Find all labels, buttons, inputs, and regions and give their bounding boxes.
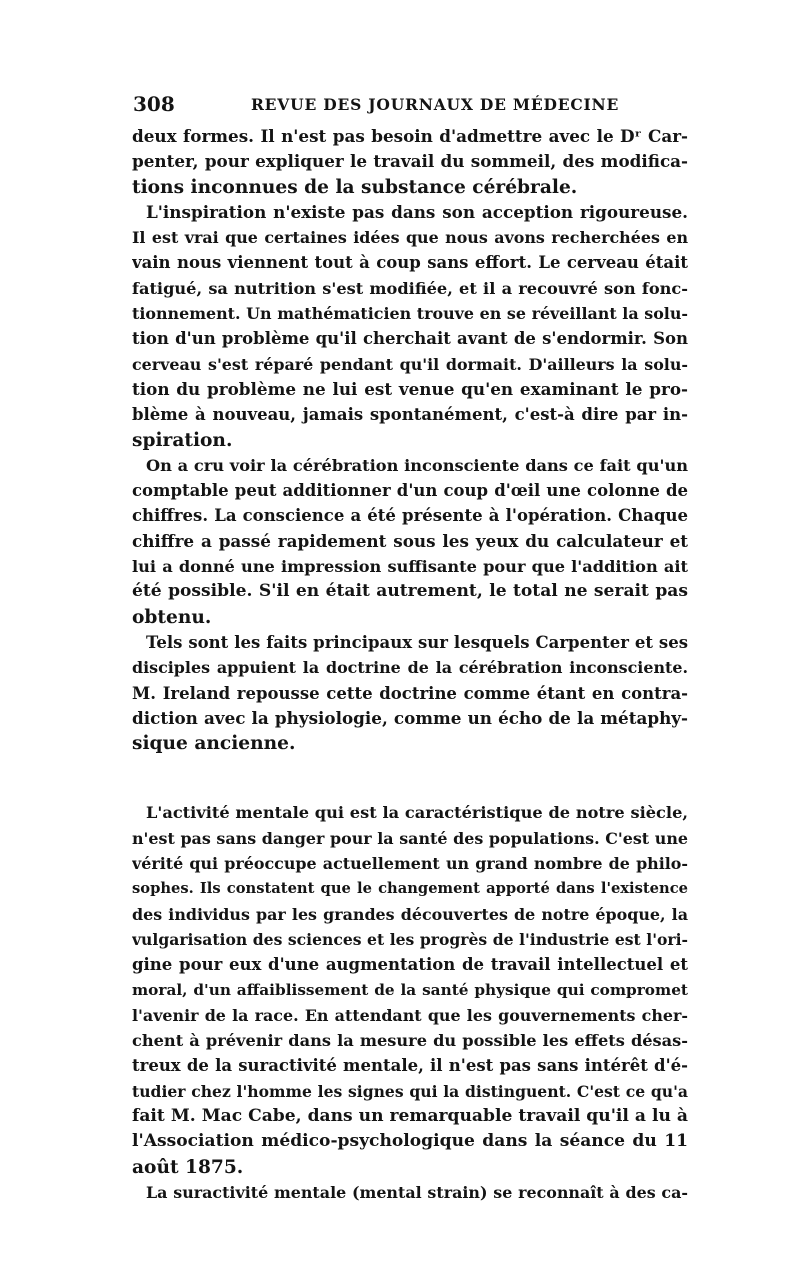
page-number: 308 [133,92,175,116]
text-line: tion d'un problème qu'il cherchait avant de s'endormir. Son [132,329,688,349]
paragraph [132,453,688,630]
text-line: fait M. Mac Cabe, dans un remarquable travail qu'il a lu à [132,1105,688,1126]
text-line: L'activité mentale qui est la caractéristique de notre siècle, [146,803,688,823]
text-line: été possible. S'il en était autrement, le total ne serait pas [132,581,688,602]
text-line: Tels sont les faits principaux sur lesquels Carpenter et ses [146,632,688,652]
section-gap [132,756,688,800]
text-line: cerveau s'est réparé pendant qu'il dormait. D'ailleurs la solu- [132,354,688,374]
text-line: août 1875. [132,1156,244,1178]
text-line: chiffre a passé rapidement sous les yeux du calculateur et [132,530,688,551]
text-line: l'avenir de la race. En attendant que les gouvernements cher- [132,1005,688,1025]
text-line: l'Association médico-psychologique dans la séance du 11 [132,1131,688,1152]
text-line: treux de la suractivité mentale, il n'est pas sans intérêt d'é- [132,1056,688,1076]
text-line: disciples appuient la doctrine de la cérébration inconsciente. [132,658,688,678]
body-text [132,124,688,1205]
text-line: vain nous viennent tout à coup sans effort. Le cerveau était [132,253,688,273]
text-line: chent à prévenir dans la mesure du possible les effets désas- [132,1031,688,1051]
text-line: n'est pas sans danger pour la santé des populations. C'est une [132,828,688,848]
text-line: sique ancienne. [132,733,296,755]
text-line: spiration. [132,429,233,451]
running-header [133,92,687,118]
text-line: gine pour eux d'une augmentation de travail intellectuel et [132,955,688,975]
text-line: sophes. Ils constatent que le changement apporté dans l'existence [132,880,688,898]
text-line: tions inconnues de la substance cérébrale. [132,176,578,198]
paragraph [132,1180,688,1205]
text-line: vulgarisation des sciences et les progrès de l'industrie est l'ori- [132,929,688,949]
text-line: penter, pour expliquer le travail du sommeil, des modifica- [132,151,688,172]
text-line: fatigué, sa nutrition s'est modifiée, et il a recouvré son fonc- [132,278,688,298]
text-line: M. Ireland repousse cette doctrine comme étant en contra- [132,683,688,703]
text-line: On a cru voir la cérébration inconsciente dans ce fait qu'un [146,455,688,475]
text-line: lui a donné une impression suffisante pour que l'addition ait [132,557,688,577]
text-line: des individus par les grandes découvertes de notre époque, la [132,904,688,924]
text-line: tion du problème ne lui est venue qu'en examinant le pro- [132,378,688,399]
text-line: blème à nouveau, jamais spontanément, c'est-à dire par in- [132,405,688,425]
text-line: La suractivité mentale (mental strain) se reconnaît à des ca- [146,1182,688,1202]
text-line: tionnement. Un mathématicien trouve en se réveillant la solu- [132,304,688,324]
text-line: tudier chez l'homme les signes qui la distinguent. C'est ce qu'a [132,1081,688,1101]
text-line: vérité qui préoccupe actuellement un grand nombre de philo- [132,854,688,874]
paragraph [132,124,688,200]
text-line: diction avec la physiologie, comme un écho de la métaphy- [132,707,688,728]
text-line: comptable peut additionner d'un coup d'œil une colonne de [132,481,688,501]
paragraph [132,800,688,1179]
text-line: moral, d'un affaiblissement de la santé physique qui compromet [132,980,688,999]
paragraph [132,200,688,453]
text-line: obtenu. [132,606,212,628]
text-line: deux formes. Il n'est pas besoin d'admettre avec le Dʳ Car- [132,126,688,146]
text-line: Il est vrai que certaines idées que nous avons recherchées en [132,228,688,248]
text-line: L'inspiration n'existe pas dans son acception rigoureuse. [146,201,688,222]
paragraph [132,630,688,756]
text-line: chiffres. La conscience a été présente à l'opération. Chaque [132,506,688,526]
running-title: REVUE DES JOURNAUX DE MÉDECINE [251,95,620,114]
